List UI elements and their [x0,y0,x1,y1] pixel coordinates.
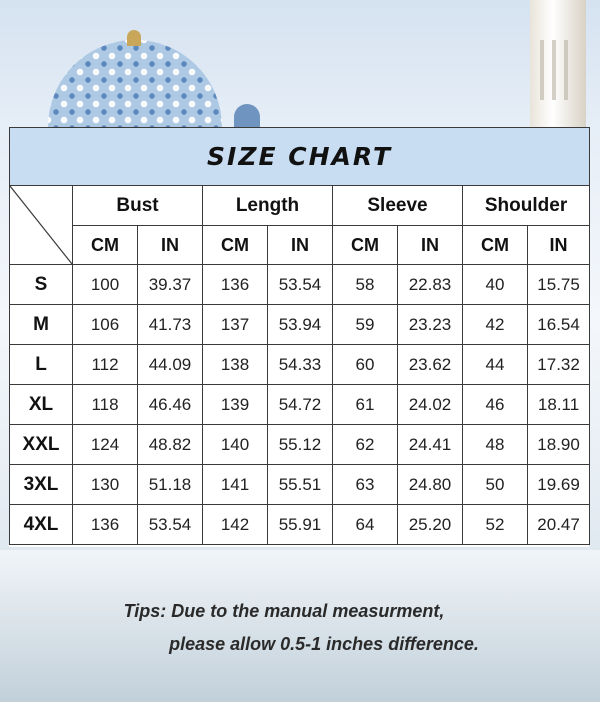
measurement-cell: 24.80 [398,465,463,505]
measurement-cell: 112 [73,345,138,385]
measurement-cell: 54.33 [268,345,333,385]
size-chart-table [9,127,590,545]
measurement-cell: 42 [463,305,528,345]
chart-title: SIZE CHART [10,128,590,186]
measurement-cell: 44.09 [138,345,203,385]
unit-header-in: IN [138,226,203,265]
unit-header-cm: CM [333,226,398,265]
size-label: S [10,265,73,305]
table-row [10,265,590,305]
tips-line-2: please allow 0.5-1 inches difference. [169,634,479,654]
measurement-cell: 139 [203,385,268,425]
measurement-cell: 52 [463,505,528,545]
tips-line-1: Tips: Due to the manual measurment, [123,601,445,621]
size-label: XXL [10,425,73,465]
measurement-cell: 142 [203,505,268,545]
header-corner-cell [10,186,73,265]
measurement-cell: 53.54 [268,265,333,305]
measurement-cell: 60 [333,345,398,385]
measurement-cell: 55.12 [268,425,333,465]
measurement-cell: 20.47 [528,505,590,545]
table-row [10,425,590,465]
measurement-cell: 41.73 [138,305,203,345]
measurement-cell: 19.69 [528,465,590,505]
measurement-cell: 23.23 [398,305,463,345]
measurement-cell: 136 [73,505,138,545]
measurement-cell: 16.54 [528,305,590,345]
measurement-cell: 118 [73,385,138,425]
measurement-cell: 58 [333,265,398,305]
unit-header-cm: CM [73,226,138,265]
unit-header-in: IN [268,226,333,265]
measurement-cell: 53.54 [138,505,203,545]
measurement-cell: 48 [463,425,528,465]
measurement-cell: 22.83 [398,265,463,305]
unit-header-cm: CM [463,226,528,265]
measurement-cell: 59 [333,305,398,345]
measurement-cell: 138 [203,345,268,385]
table-row [10,385,590,425]
size-label: XL [10,385,73,425]
measurement-cell: 64 [333,505,398,545]
measurement-cell: 25.20 [398,505,463,545]
measurement-cell: 100 [73,265,138,305]
measurement-cell: 18.90 [528,425,590,465]
measurement-cell: 40 [463,265,528,305]
measurement-cell: 46.46 [138,385,203,425]
size-chart [9,127,589,547]
table-row [10,505,590,545]
group-header-sleeve: Sleeve [333,186,463,226]
measurement-cell: 55.51 [268,465,333,505]
measurement-cell: 53.94 [268,305,333,345]
measurement-cell: 136 [203,265,268,305]
measurement-cell: 18.11 [528,385,590,425]
size-label: 4XL [10,505,73,545]
table-row [10,345,590,385]
measurement-cell: 124 [73,425,138,465]
measurement-cell: 46 [463,385,528,425]
size-label: 3XL [10,465,73,505]
measurement-cell: 44 [463,345,528,385]
measurement-cell: 63 [333,465,398,505]
measurement-cell: 17.32 [528,345,590,385]
group-header-bust: Bust [73,186,203,226]
size-label: M [10,305,73,345]
measurement-cell: 39.37 [138,265,203,305]
measurement-cell: 62 [333,425,398,465]
table-row [10,305,590,345]
diagonal-line-icon [10,186,72,264]
measurement-cell: 130 [73,465,138,505]
measurement-cell: 55.91 [268,505,333,545]
unit-header-in: IN [528,226,590,265]
background-dome-finial [127,30,141,46]
group-header-shoulder: Shoulder [463,186,590,226]
measurement-cell: 140 [203,425,268,465]
measurement-cell: 24.02 [398,385,463,425]
measurement-cell: 106 [73,305,138,345]
measurement-cell: 24.41 [398,425,463,465]
size-label: L [10,345,73,385]
measurement-cell: 48.82 [138,425,203,465]
measurement-cell: 15.75 [528,265,590,305]
measurement-cell: 54.72 [268,385,333,425]
measurement-cell: 51.18 [138,465,203,505]
table-row [10,465,590,505]
measurement-cell: 50 [463,465,528,505]
measurement-cell: 141 [203,465,268,505]
measurement-cell: 137 [203,305,268,345]
background-minaret [530,0,586,130]
measurement-cell: 23.62 [398,345,463,385]
group-header-length: Length [203,186,333,226]
unit-header-cm: CM [203,226,268,265]
unit-header-in: IN [398,226,463,265]
measurement-cell: 61 [333,385,398,425]
background-water-reflection [0,550,600,702]
